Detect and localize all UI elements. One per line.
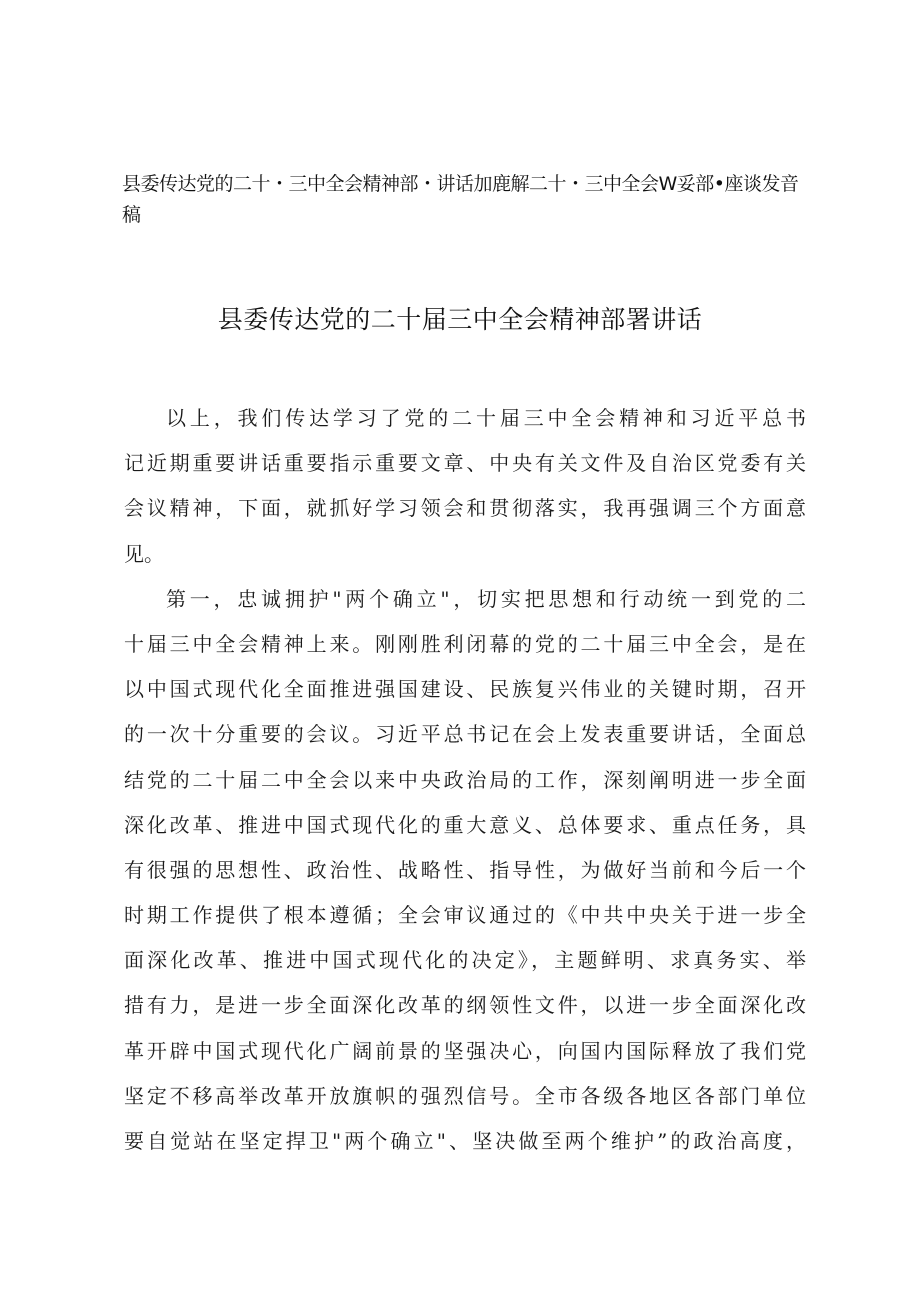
paragraph-1-line-4: 见。	[124, 541, 164, 566]
paragraph-2-line-1: 第一，忠诚拥护"两个确立"，切实把思想和行动统一到党的二	[166, 586, 806, 611]
document-header-line-2: 稿	[122, 204, 141, 226]
paragraph-2-line-13: 要自觉站在坚定捍卫"两个确立"、坚决做至两个维护”的政治高度，	[124, 1129, 806, 1153]
paragraph-1-line-2: 记近期重要讲话重要指示重要文章、中央有关文件及自治区党委有关	[124, 451, 806, 476]
paragraph-1-line-3: 会议精神，下面，就抓好学习领会和贯彻落实，我再强调三个方面意	[124, 496, 806, 521]
paragraph-2-line-9: 面深化改革、推进中国式现代化的决定》，主题鲜明、求真务实、举	[124, 948, 806, 973]
document-header-line-1: 县委传达党的二十・三中全会精神部・讲话加鹿解二十・三中全会W妥部•座谈发音	[122, 173, 799, 195]
paragraph-2-line-8: 时期工作提供了根本遵循；全会审议通过的《中共中央关于进一步全	[124, 903, 806, 928]
paragraph-2-line-10: 措有力，是进一步全面深化改革的纲领性文件，以进一步全面深化改	[124, 993, 806, 1018]
speech-title: 县委传达党的二十届三中全会精神部署讲话	[217, 305, 703, 334]
paragraph-2-line-12: 坚定不移高举改革开放旗帜的强烈信号。全市各级各地区各部门单位	[124, 1083, 806, 1108]
paragraph-2-line-2: 十届三中全会精神上来。刚刚胜利闭幕的党的二十届三中全会，是在	[124, 631, 806, 656]
paragraph-2-line-7: 有很强的思想性、政治性、战略性、指导性，为做好当前和今后一个	[124, 857, 806, 882]
paragraph-2-line-4: 的一次十分重要的会议。习近平总书记在会上发表重要讲话，全面总	[124, 722, 806, 747]
paragraph-2-line-3: 以中国式现代化全面推进强国建设、民族复兴伟业的关键时期，召开	[124, 677, 806, 702]
paragraph-2-line-5: 结党的二十届二中全会以来中央政治局的工作，深刻阐明进一步全面	[124, 767, 806, 792]
paragraph-2-line-11: 革开辟中国式现代化广阔前景的坚强决心，向国内国际释放了我们党	[124, 1038, 806, 1063]
paragraph-1-line-1: 以上，我们传达学习了党的二十届三中全会精神和习近平总书	[166, 406, 806, 430]
paragraph-2-line-6: 深化改革、推进中国式现代化的重大意义、总体要求、重点任务，具	[124, 812, 806, 837]
speech-body	[124, 396, 806, 1164]
